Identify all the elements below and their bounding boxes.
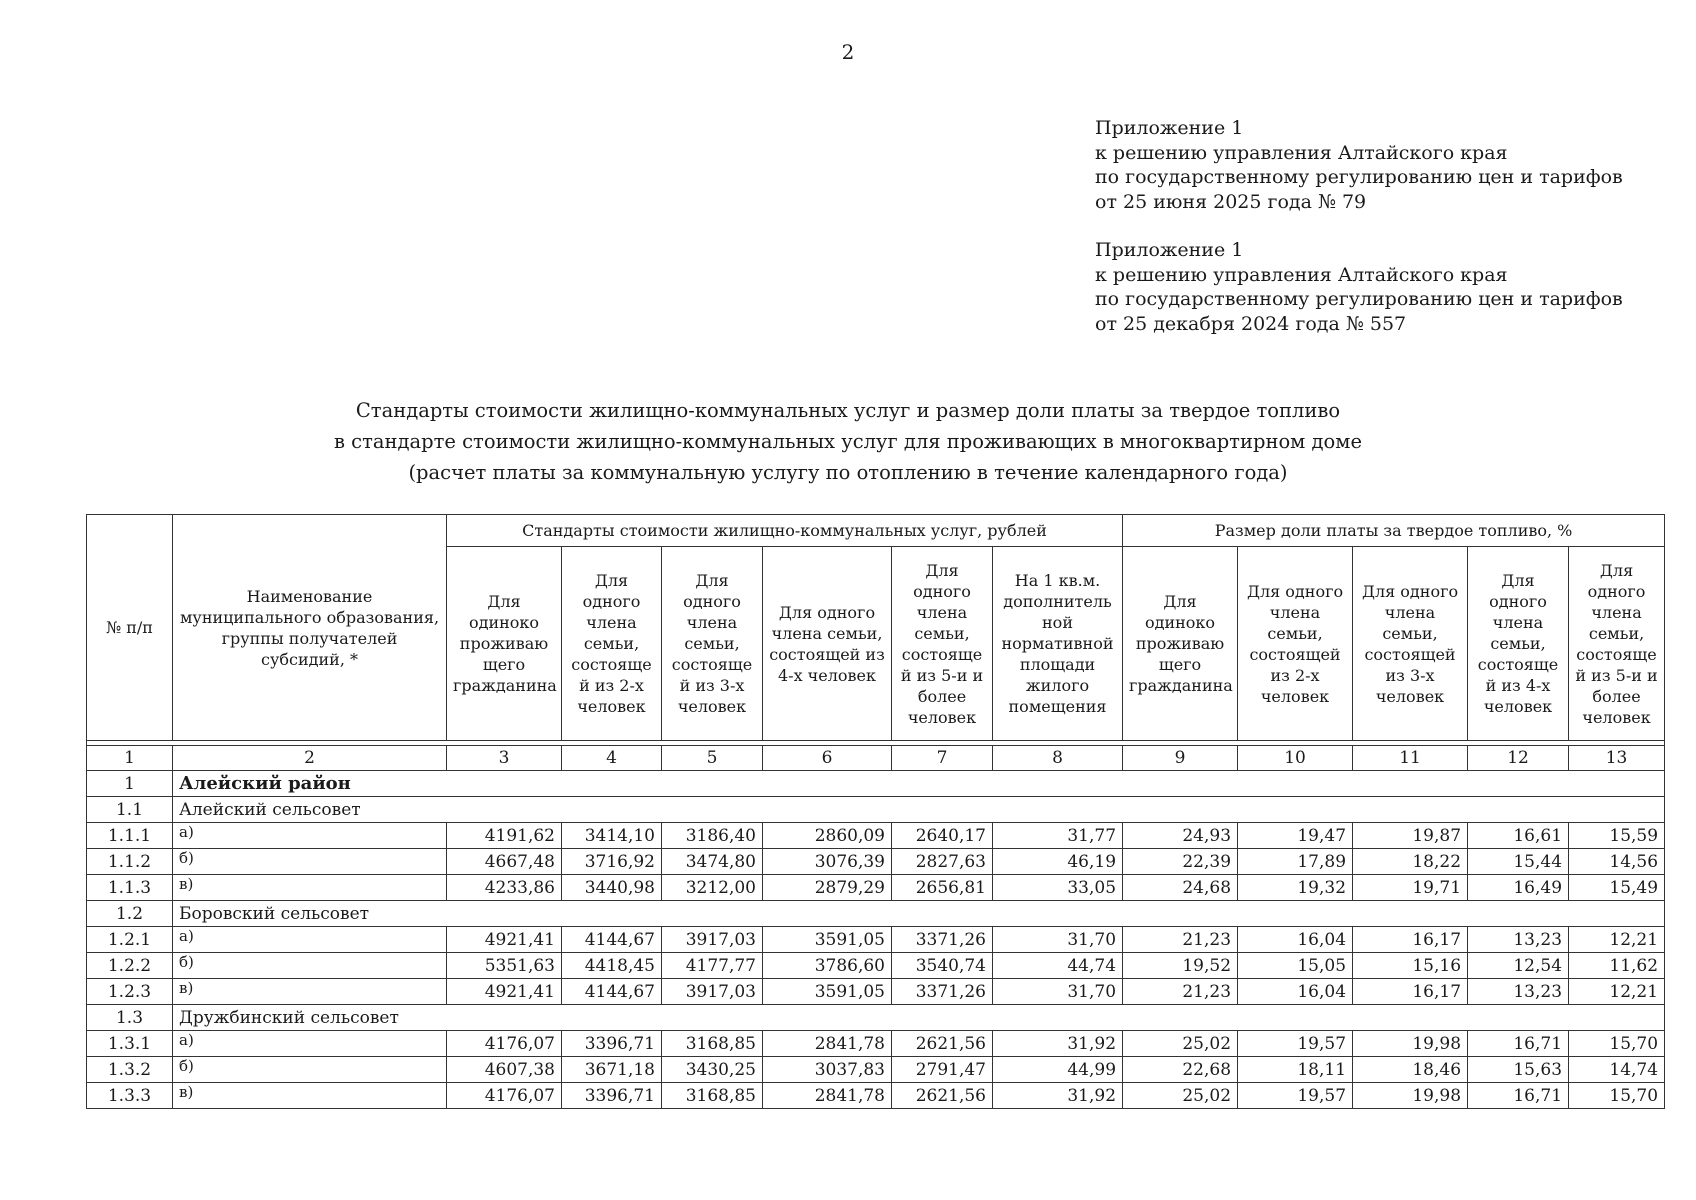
group-number: 1.3 bbox=[87, 1005, 173, 1031]
page-number: 2 bbox=[841, 40, 855, 64]
table-cell: 31,77 bbox=[993, 823, 1123, 849]
row-number: 1.2.2 bbox=[87, 953, 173, 979]
table-cell: 3716,92 bbox=[562, 849, 662, 875]
table-cell: 3371,26 bbox=[892, 979, 993, 1005]
table-cell: 18,11 bbox=[1238, 1057, 1353, 1083]
table-cell: 33,05 bbox=[993, 875, 1123, 901]
table-cell: 31,70 bbox=[993, 927, 1123, 953]
table-cell: 3371,26 bbox=[892, 927, 993, 953]
table-cell: 4144,67 bbox=[562, 927, 662, 953]
table-cell: 3430,25 bbox=[662, 1057, 763, 1083]
table-cell: 4176,07 bbox=[447, 1031, 562, 1057]
table-cell: 22,68 bbox=[1123, 1057, 1238, 1083]
table-cell: 2841,78 bbox=[763, 1083, 892, 1109]
column-number: 4 bbox=[562, 746, 662, 771]
table-cell: 16,71 bbox=[1468, 1083, 1569, 1109]
table-cell: 4667,48 bbox=[447, 849, 562, 875]
row-number: 1.3.2 bbox=[87, 1057, 173, 1083]
table-cell: 21,23 bbox=[1123, 979, 1238, 1005]
table-cell: 19,52 bbox=[1123, 953, 1238, 979]
table-cell: 4176,07 bbox=[447, 1083, 562, 1109]
column-number: 2 bbox=[173, 746, 447, 771]
table-cell: 18,46 bbox=[1353, 1057, 1468, 1083]
table-cell: 3168,85 bbox=[662, 1031, 763, 1057]
column-number: 11 bbox=[1353, 746, 1468, 771]
table-cell: 3037,83 bbox=[763, 1057, 892, 1083]
table-cell: 46,19 bbox=[993, 849, 1123, 875]
appendix-block-2 bbox=[1095, 238, 1623, 336]
sub-header: Для одного члена семьи, состоящей из 2-х человек bbox=[1238, 547, 1353, 741]
group-name: Алейский сельсовет bbox=[173, 797, 1665, 823]
table-cell: 19,57 bbox=[1238, 1031, 1353, 1057]
table-cell: 44,99 bbox=[993, 1057, 1123, 1083]
table-cell: 2841,78 bbox=[763, 1031, 892, 1057]
table-cell: 19,71 bbox=[1353, 875, 1468, 901]
table-cell: 14,74 bbox=[1569, 1057, 1665, 1083]
table-cell: 2621,56 bbox=[892, 1031, 993, 1057]
table-cell: 4921,41 bbox=[447, 979, 562, 1005]
table-cell: 5351,63 bbox=[447, 953, 562, 979]
col-name-header: Наименование муниципального образования, группы получателей субсидий, * bbox=[173, 515, 447, 741]
table-cell: 3540,74 bbox=[892, 953, 993, 979]
sub-header: Для одного члена семьи, состоящей из 3-х человек bbox=[1353, 547, 1468, 741]
table-cell: 3671,18 bbox=[562, 1057, 662, 1083]
table-cell: 4233,86 bbox=[447, 875, 562, 901]
table-cell: 3591,05 bbox=[763, 979, 892, 1005]
row-number: 1.1.2 bbox=[87, 849, 173, 875]
table-cell: 3786,60 bbox=[763, 953, 892, 979]
column-number: 6 bbox=[763, 746, 892, 771]
table-cell: 4418,45 bbox=[562, 953, 662, 979]
table-cell: 24,93 bbox=[1123, 823, 1238, 849]
row-number: 1.1.1 bbox=[87, 823, 173, 849]
appendix-block-1 bbox=[1095, 116, 1623, 214]
group1-header: Стандарты стоимости жилищно-коммунальных услуг, рублей bbox=[447, 515, 1123, 547]
table-cell: 2621,56 bbox=[892, 1083, 993, 1109]
table-cell: 17,89 bbox=[1238, 849, 1353, 875]
row-number: 1.3.3 bbox=[87, 1083, 173, 1109]
table-row bbox=[87, 979, 1665, 1005]
table-cell: 19,32 bbox=[1238, 875, 1353, 901]
row-number: 1.2.1 bbox=[87, 927, 173, 953]
group-number: 1.2 bbox=[87, 901, 173, 927]
table-cell: 11,62 bbox=[1569, 953, 1665, 979]
sub-header: Для одного члена семьи, состояще й из 3-х человек bbox=[662, 547, 763, 741]
table-cell: 18,22 bbox=[1353, 849, 1468, 875]
column-number-row bbox=[87, 746, 1665, 771]
title-line: Стандарты стоимости жилищно-коммунальных услуг и размер доли платы за твердое топливо bbox=[355, 399, 1341, 422]
table-cell: 2860,09 bbox=[763, 823, 892, 849]
row-label: б) bbox=[173, 849, 447, 875]
table-cell: 2827,63 bbox=[892, 849, 993, 875]
table-cell: 22,39 bbox=[1123, 849, 1238, 875]
appendix-line: от 25 декабря 2024 года № 557 bbox=[1095, 312, 1407, 335]
appendix-line: от 25 июня 2025 года № 79 bbox=[1095, 190, 1367, 213]
table-row bbox=[87, 1031, 1665, 1057]
column-number: 5 bbox=[662, 746, 763, 771]
table-cell: 4921,41 bbox=[447, 927, 562, 953]
row-label: в) bbox=[173, 979, 447, 1005]
table-cell: 12,21 bbox=[1569, 979, 1665, 1005]
group-name: Боровский сельсовет bbox=[173, 901, 1665, 927]
row-label: в) bbox=[173, 875, 447, 901]
table-row bbox=[87, 1057, 1665, 1083]
column-number: 1 bbox=[87, 746, 173, 771]
table-cell: 24,68 bbox=[1123, 875, 1238, 901]
appendix-line: Приложение 1 bbox=[1095, 117, 1244, 139]
table-cell: 3396,71 bbox=[562, 1031, 662, 1057]
table-cell: 31,70 bbox=[993, 979, 1123, 1005]
table-cell: 16,04 bbox=[1238, 927, 1353, 953]
table-cell: 3396,71 bbox=[562, 1083, 662, 1109]
column-number: 10 bbox=[1238, 746, 1353, 771]
table-cell: 44,74 bbox=[993, 953, 1123, 979]
document-title bbox=[0, 395, 1696, 488]
table-cell: 3591,05 bbox=[763, 927, 892, 953]
sub-header: Для одного члена семьи, состояще й из 5-и и более человек bbox=[892, 547, 993, 741]
table-cell: 2656,81 bbox=[892, 875, 993, 901]
row-label: а) bbox=[173, 1031, 447, 1057]
column-number: 8 bbox=[993, 746, 1123, 771]
table-row bbox=[87, 927, 1665, 953]
table-cell: 21,23 bbox=[1123, 927, 1238, 953]
title-line: в стандарте стоимости жилищно-коммунальных услуг для проживающих в многоквартирном доме bbox=[333, 430, 1362, 453]
sub-header: На 1 кв.м. дополнитель ной нормативной площади жилого помещения bbox=[993, 547, 1123, 741]
table-row bbox=[87, 823, 1665, 849]
column-number: 3 bbox=[447, 746, 562, 771]
table-row bbox=[87, 875, 1665, 901]
table-cell: 4607,38 bbox=[447, 1057, 562, 1083]
table-cell: 16,71 bbox=[1468, 1031, 1569, 1057]
table-cell: 31,92 bbox=[993, 1083, 1123, 1109]
row-number: 1.2.3 bbox=[87, 979, 173, 1005]
table-cell: 16,17 bbox=[1353, 927, 1468, 953]
table-cell: 15,59 bbox=[1569, 823, 1665, 849]
table-cell: 3440,98 bbox=[562, 875, 662, 901]
table-cell: 15,44 bbox=[1468, 849, 1569, 875]
table-cell: 15,16 bbox=[1353, 953, 1468, 979]
district-name: Алейский район bbox=[173, 771, 1665, 797]
table-cell: 19,98 bbox=[1353, 1083, 1468, 1109]
table-cell: 4144,67 bbox=[562, 979, 662, 1005]
table-cell: 15,70 bbox=[1569, 1083, 1665, 1109]
table-cell: 3414,10 bbox=[562, 823, 662, 849]
table-cell: 13,23 bbox=[1468, 927, 1569, 953]
table-cell: 2791,47 bbox=[892, 1057, 993, 1083]
district-number: 1 bbox=[87, 771, 173, 797]
col-no-header: № п/п bbox=[87, 515, 173, 741]
table-cell: 2879,29 bbox=[763, 875, 892, 901]
table-cell: 3474,80 bbox=[662, 849, 763, 875]
sub-header: Для одного члена семьи, состояще й из 4-х человек bbox=[1468, 547, 1569, 741]
table-cell: 2640,17 bbox=[892, 823, 993, 849]
table-cell: 19,87 bbox=[1353, 823, 1468, 849]
district-row bbox=[87, 771, 1665, 797]
row-number: 1.3.1 bbox=[87, 1031, 173, 1057]
table-cell: 15,05 bbox=[1238, 953, 1353, 979]
sub-header: Для одиноко проживаю щего гражданина bbox=[447, 547, 562, 741]
column-number: 13 bbox=[1569, 746, 1665, 771]
group-row bbox=[87, 797, 1665, 823]
table-cell: 31,92 bbox=[993, 1031, 1123, 1057]
table-cell: 15,49 bbox=[1569, 875, 1665, 901]
table-cell: 19,57 bbox=[1238, 1083, 1353, 1109]
table-cell: 3212,00 bbox=[662, 875, 763, 901]
table-cell: 15,63 bbox=[1468, 1057, 1569, 1083]
table-cell: 4191,62 bbox=[447, 823, 562, 849]
table-cell: 3168,85 bbox=[662, 1083, 763, 1109]
table-cell: 12,54 bbox=[1468, 953, 1569, 979]
table-cell: 3917,03 bbox=[662, 979, 763, 1005]
table-cell: 12,21 bbox=[1569, 927, 1665, 953]
group-row bbox=[87, 901, 1665, 927]
table-row bbox=[87, 1083, 1665, 1109]
sub-header: Для одного члена семьи, состояще й из 5-и и более человек bbox=[1569, 547, 1665, 741]
row-label: б) bbox=[173, 1057, 447, 1083]
group-name: Дружбинский сельсовет bbox=[173, 1005, 1665, 1031]
row-label: а) bbox=[173, 823, 447, 849]
table-row bbox=[87, 953, 1665, 979]
column-number: 9 bbox=[1123, 746, 1238, 771]
table-cell: 13,23 bbox=[1468, 979, 1569, 1005]
column-number: 12 bbox=[1468, 746, 1569, 771]
row-label: в) bbox=[173, 1083, 447, 1109]
table-cell: 16,04 bbox=[1238, 979, 1353, 1005]
group-row bbox=[87, 1005, 1665, 1031]
sub-header: Для одного члена семьи, состояще й из 2-х человек bbox=[562, 547, 662, 741]
table-cell: 16,61 bbox=[1468, 823, 1569, 849]
table-cell: 3076,39 bbox=[763, 849, 892, 875]
group2-header: Размер доли платы за твердое топливо, % bbox=[1123, 515, 1665, 547]
group-number: 1.1 bbox=[87, 797, 173, 823]
table-cell: 19,47 bbox=[1238, 823, 1353, 849]
row-number: 1.1.3 bbox=[87, 875, 173, 901]
table-cell: 15,70 bbox=[1569, 1031, 1665, 1057]
appendix-line: по государственному регулированию цен и тарифов bbox=[1095, 288, 1623, 310]
tariff-table bbox=[86, 514, 1665, 1109]
table-cell: 25,02 bbox=[1123, 1031, 1238, 1057]
appendix-line: Приложение 1 bbox=[1095, 239, 1244, 261]
sub-header: Для одного члена семьи, состоящей из 4-х человек bbox=[763, 547, 892, 741]
appendix-line: к решению управления Алтайского края bbox=[1095, 263, 1508, 286]
table-cell: 14,56 bbox=[1569, 849, 1665, 875]
table-row bbox=[87, 849, 1665, 875]
appendix-line: к решению управления Алтайского края bbox=[1095, 141, 1508, 164]
table-cell: 19,98 bbox=[1353, 1031, 1468, 1057]
title-line: (расчет платы за коммунальную услугу по отоплению в течение календарного года) bbox=[408, 461, 1288, 484]
table-cell: 3186,40 bbox=[662, 823, 763, 849]
table-cell: 16,49 bbox=[1468, 875, 1569, 901]
table-cell: 3917,03 bbox=[662, 927, 763, 953]
row-label: б) bbox=[173, 953, 447, 979]
table-cell: 25,02 bbox=[1123, 1083, 1238, 1109]
table-cell: 4177,77 bbox=[662, 953, 763, 979]
column-number: 7 bbox=[892, 746, 993, 771]
table-cell: 16,17 bbox=[1353, 979, 1468, 1005]
appendix-line: по государственному регулированию цен и тарифов bbox=[1095, 166, 1623, 188]
sub-header: Для одиноко проживаю щего гражданина bbox=[1123, 547, 1238, 741]
row-label: а) bbox=[173, 927, 447, 953]
